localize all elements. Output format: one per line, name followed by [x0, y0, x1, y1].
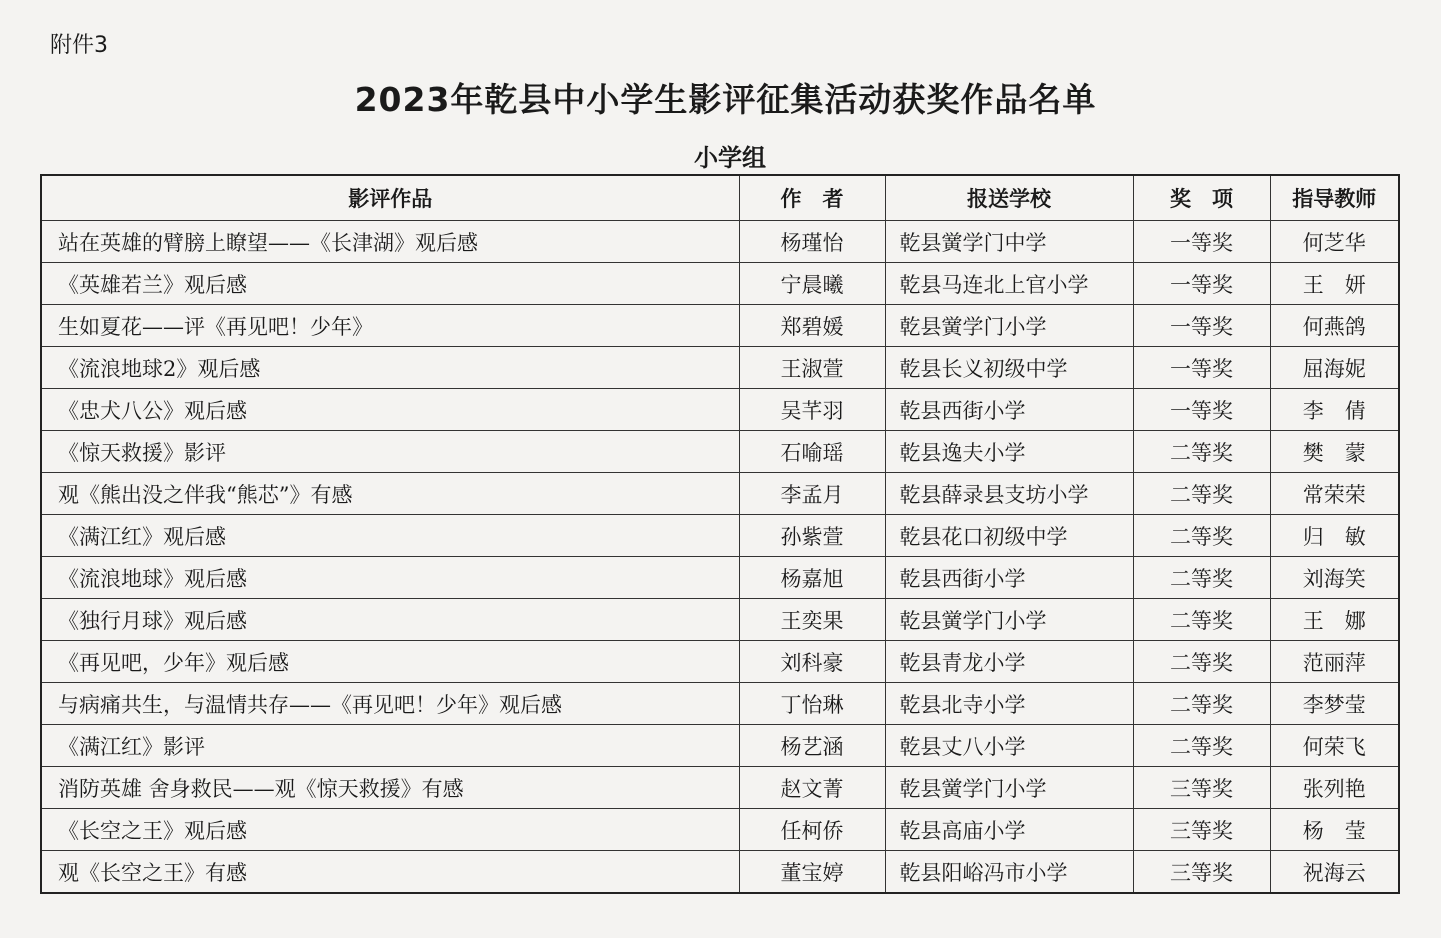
cell-teacher: 归 敏 [1270, 515, 1399, 557]
cell-work: 《满江红》观后感 [41, 515, 739, 557]
cell-teacher: 范丽萍 [1270, 641, 1399, 683]
cell-teacher: 李梦莹 [1270, 683, 1399, 725]
cell-teacher: 屈海妮 [1270, 347, 1399, 389]
cell-work: 《满江红》影评 [41, 725, 739, 767]
cell-work: 《流浪地球》观后感 [41, 557, 739, 599]
table-row [41, 599, 1399, 641]
header-author: 作 者 [739, 175, 885, 221]
cell-author: 王奕果 [739, 599, 885, 641]
cell-work: 《流浪地球2》观后感 [41, 347, 739, 389]
cell-teacher: 张列艳 [1270, 767, 1399, 809]
cell-award: 三等奖 [1133, 767, 1270, 809]
cell-teacher: 何荣飞 [1270, 725, 1399, 767]
cell-school: 乾县长义初级中学 [885, 347, 1133, 389]
cell-teacher: 王 娜 [1270, 599, 1399, 641]
cell-award: 三等奖 [1133, 809, 1270, 851]
cell-teacher: 常荣荣 [1270, 473, 1399, 515]
cell-award: 三等奖 [1133, 851, 1270, 894]
cell-award: 二等奖 [1133, 515, 1270, 557]
cell-work: 消防英雄 舍身救民——观《惊天救援》有感 [41, 767, 739, 809]
cell-school: 乾县黉学门小学 [885, 767, 1133, 809]
cell-award: 一等奖 [1133, 221, 1270, 263]
cell-work: 生如夏花——评《再见吧！少年》 [41, 305, 739, 347]
cell-school: 乾县青龙小学 [885, 641, 1133, 683]
table-row [41, 221, 1399, 263]
cell-school: 乾县薛录县支坊小学 [885, 473, 1133, 515]
table-row [41, 767, 1399, 809]
table-row [41, 683, 1399, 725]
cell-school: 乾县黉学门小学 [885, 305, 1133, 347]
cell-award: 二等奖 [1133, 641, 1270, 683]
cell-work: 观《长空之王》有感 [41, 851, 739, 894]
cell-work: 《英雄若兰》观后感 [41, 263, 739, 305]
cell-school: 乾县丈八小学 [885, 725, 1133, 767]
cell-school: 乾县阳峪冯市小学 [885, 851, 1133, 894]
cell-author: 杨艺涵 [739, 725, 885, 767]
cell-work: 《忠犬八公》观后感 [41, 389, 739, 431]
table-row [41, 347, 1399, 389]
cell-author: 石喻瑶 [739, 431, 885, 473]
cell-school: 乾县西街小学 [885, 557, 1133, 599]
cell-school: 乾县马连北上官小学 [885, 263, 1133, 305]
header-school: 报送学校 [885, 175, 1133, 221]
table-row [41, 431, 1399, 473]
table-header-row [41, 175, 1399, 221]
cell-teacher: 祝海云 [1270, 851, 1399, 894]
cell-award: 二等奖 [1133, 725, 1270, 767]
attachment-label: 附件3 [50, 33, 108, 58]
cell-school: 乾县花口初级中学 [885, 515, 1133, 557]
cell-award: 一等奖 [1133, 305, 1270, 347]
cell-author: 任柯侨 [739, 809, 885, 851]
table-row [41, 389, 1399, 431]
document-title: 2023年乾县中小学生影评征集活动获奖作品名单 [354, 80, 1097, 119]
cell-school: 乾县黉学门中学 [885, 221, 1133, 263]
cell-work: 《惊天救援》影评 [41, 431, 739, 473]
cell-teacher: 刘海笑 [1270, 557, 1399, 599]
cell-school: 乾县逸夫小学 [885, 431, 1133, 473]
cell-author: 吴芊羽 [739, 389, 885, 431]
cell-author: 丁怡琳 [739, 683, 885, 725]
table-row [41, 305, 1399, 347]
award-table [40, 174, 1400, 894]
cell-work: 观《熊出没之伴我“熊芯”》有感 [41, 473, 739, 515]
cell-award: 一等奖 [1133, 263, 1270, 305]
cell-award: 二等奖 [1133, 473, 1270, 515]
cell-school: 乾县西街小学 [885, 389, 1133, 431]
header-award: 奖 项 [1133, 175, 1270, 221]
cell-school: 乾县黉学门小学 [885, 599, 1133, 641]
table-row [41, 557, 1399, 599]
cell-author: 董宝婷 [739, 851, 885, 894]
cell-teacher: 杨 莹 [1270, 809, 1399, 851]
cell-award: 二等奖 [1133, 557, 1270, 599]
cell-work: 《再见吧，少年》观后感 [41, 641, 739, 683]
cell-author: 杨瑾怡 [739, 221, 885, 263]
table-row [41, 809, 1399, 851]
cell-award: 二等奖 [1133, 431, 1270, 473]
header-work: 影评作品 [41, 175, 739, 221]
cell-school: 乾县高庙小学 [885, 809, 1133, 851]
table-row [41, 851, 1399, 894]
cell-teacher: 何燕鸽 [1270, 305, 1399, 347]
header-teacher: 指导教师 [1270, 175, 1399, 221]
cell-author: 郑碧媛 [739, 305, 885, 347]
table-row [41, 725, 1399, 767]
cell-work: 站在英雄的臂膀上瞭望——《长津湖》观后感 [41, 221, 739, 263]
cell-work: 《独行月球》观后感 [41, 599, 739, 641]
cell-teacher: 王 妍 [1270, 263, 1399, 305]
table-row [41, 473, 1399, 515]
cell-author: 王淑萱 [739, 347, 885, 389]
table-body [41, 221, 1399, 894]
cell-school: 乾县北寺小学 [885, 683, 1133, 725]
cell-work: 《长空之王》观后感 [41, 809, 739, 851]
cell-teacher: 樊 蒙 [1270, 431, 1399, 473]
cell-award: 二等奖 [1133, 599, 1270, 641]
cell-author: 李孟月 [739, 473, 885, 515]
cell-work: 与病痛共生，与温情共存——《再见吧！少年》观后感 [41, 683, 739, 725]
cell-award: 一等奖 [1133, 347, 1270, 389]
cell-teacher: 何芝华 [1270, 221, 1399, 263]
cell-teacher: 李 倩 [1270, 389, 1399, 431]
table-row [41, 515, 1399, 557]
table-row [41, 263, 1399, 305]
table-row [41, 641, 1399, 683]
cell-author: 杨嘉旭 [739, 557, 885, 599]
cell-award: 二等奖 [1133, 683, 1270, 725]
cell-author: 赵文菁 [739, 767, 885, 809]
cell-author: 宁晨曦 [739, 263, 885, 305]
cell-author: 孙紫萱 [739, 515, 885, 557]
cell-author: 刘科豪 [739, 641, 885, 683]
cell-award: 一等奖 [1133, 389, 1270, 431]
group-heading: 小学组 [694, 144, 766, 172]
